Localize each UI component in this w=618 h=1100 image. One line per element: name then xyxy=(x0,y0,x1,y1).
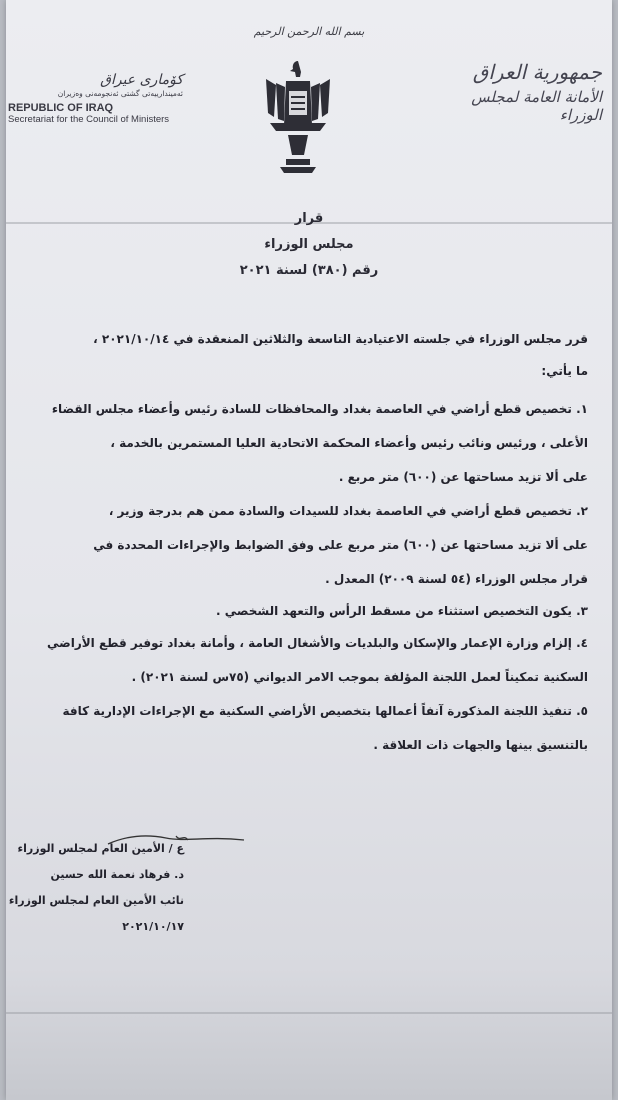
item-1-line: على ألا تزيد مساحتها عن (٦٠٠) متر مربع . xyxy=(338,470,588,484)
decision-title xyxy=(6,206,612,284)
intro-line: قرر مجلس الوزراء في جلسته الاعتيادية التاسعة والثلاثين المنعقدة في ٢٠٢١/١٠/١٤ ، xyxy=(93,332,588,346)
item-5-line: ٥. تنفيذ اللجنة المذكورة آنفاً أعمالها بتخصيص الأراضي السكنية مع الإجراءات الإدارية كافة xyxy=(62,704,588,718)
signatory-title: ع / الأمين العام لمجلس الوزراء xyxy=(17,842,184,855)
signatory-name: د. فرهاد نعمة الله حسين xyxy=(50,868,184,881)
item-1-line: ١. تخصيص قطع أراضي في العاصمة بغداد والمحافظات للسادة رئيس وأعضاء مجلس القضاء xyxy=(51,402,588,416)
letterhead-english-subtitle: Secretariat for the Council of Ministers xyxy=(8,114,170,125)
signatory-position: نائب الأمين العام لمجلس الوزراء xyxy=(8,894,184,907)
council-heading: مجلس الوزراء xyxy=(264,237,354,252)
letterhead-kurdish-subtitle: ئەمیندارییەتی گشتی ئەنجومەنی وەزیران xyxy=(57,89,183,98)
letterhead-english-title: REPUBLIC OF IRAQ xyxy=(8,102,114,114)
item-3-line: ٣. يكون التخصيص استثناء من مسقط الرأس والتعهد الشخصي . xyxy=(216,604,588,618)
item-2-line: قرار مجلس الوزراء (٥٤ لسنة ٢٠٠٩) المعدل . xyxy=(325,572,588,586)
intro-line: ما يأتي: xyxy=(541,364,588,378)
item-2-line: ٢. تخصيص قطع أراضي في العاصمة بغداد للسيدات والسادة ممن هم بدرجة وزير ، xyxy=(108,504,588,518)
item-2-line: على ألا تزيد مساحتها عن (٦٠٠) متر مربع على وفق الضوابط والإجراءات المحددة في xyxy=(93,538,588,552)
decision-number: رقم (٣٨٠) لسنة ٢٠٢١ xyxy=(239,263,379,278)
item-4-line: ٤. إلزام وزارة الإعمار والإسكان والبلديات والأشغال العامة ، وأمانة بغداد توفير قطع الأراضي xyxy=(46,636,588,650)
letterhead-arabic-title: جمهورية العراق xyxy=(472,60,602,84)
letterhead-kurdish-title: كۆماری عیراق xyxy=(100,72,183,88)
basmala: بسم الله الرحمن الرحيم xyxy=(253,25,365,38)
letterhead-arabic-subtitle: الأمانة العامة لمجلس الوزراء xyxy=(471,88,602,124)
letterhead-left xyxy=(8,72,183,125)
letterhead-right xyxy=(442,60,602,124)
document-page xyxy=(6,0,612,1100)
decision-heading: قرار xyxy=(294,211,324,226)
paper-fold xyxy=(6,1012,612,1014)
item-4-line: السكنية تمكيناً لعمل اللجنة المؤلفة بموجب الامر الديواني (٧٥س لسنة ٢٠٢١) . xyxy=(131,670,588,684)
item-5-line: بالتنسيق بينها والجهات ذات العلاقة . xyxy=(373,738,588,752)
eagle-emblem-icon xyxy=(258,55,338,180)
signature-date: ٢٠٢١/١٠/١٧ xyxy=(122,920,184,933)
item-1-line: الأعلى ، ورئيس ونائب رئيس وأعضاء المحكمة الاتحادية العليا المستمرين بالخدمة ، xyxy=(110,436,588,450)
